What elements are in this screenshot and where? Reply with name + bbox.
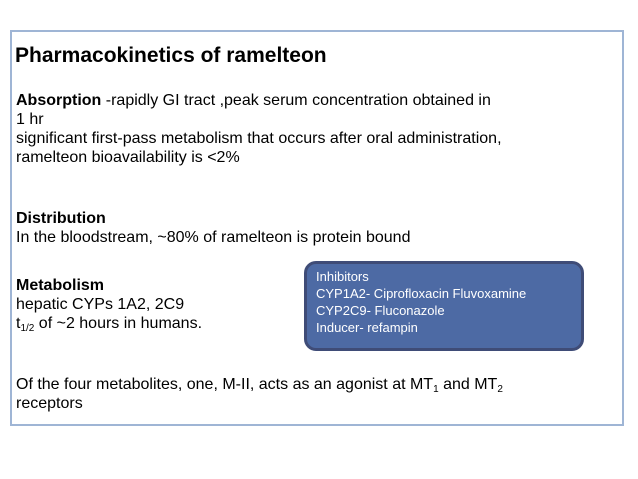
half-life-prefix: t (16, 315, 21, 332)
distribution-section (16, 209, 410, 247)
page-title: Pharmacokinetics of ramelteon (15, 44, 327, 67)
absorption-line-4: ramelteon bioavailability is <2% (16, 149, 240, 166)
cyp-interactions-callout (304, 261, 584, 351)
metabolism-cyps: hepatic CYPs 1A2, 2C9 (16, 296, 185, 313)
absorption-section (16, 91, 502, 167)
absorption-line-2: 1 hr (16, 111, 44, 128)
metabolites-text-2: and MT (438, 376, 498, 393)
callout-cyp2c9: CYP2C9- Fluconazole (316, 303, 445, 318)
half-life-suffix: of ~2 hours in humans. (34, 315, 203, 332)
mt2-subscript: 2 (497, 384, 503, 395)
metabolites-line-2: receptors (16, 395, 83, 412)
mt1-subscript: 1 (433, 384, 439, 395)
half-life-subscript: 1/2 (20, 323, 35, 334)
absorption-text: -rapidly GI tract ,peak serum concentration obtained in (101, 92, 491, 109)
metabolism-half-life (16, 314, 202, 333)
metabolites-text-1: Of the four metabolites, one, M-II, acts as an agonist at MT (16, 376, 434, 393)
metabolism-section (16, 276, 202, 333)
distribution-text: In the bloodstream, ~80% of ramelteon is protein bound (16, 229, 411, 246)
callout-inducer: Inducer- refampin (316, 320, 418, 335)
absorption-line-1 (16, 91, 502, 110)
metabolites-line-1 (16, 375, 503, 394)
metabolites-section (16, 375, 503, 413)
callout-inhibitors-heading: Inhibitors (316, 269, 369, 284)
distribution-heading: Distribution (16, 210, 106, 227)
callout-cyp1a2: CYP1A2- Ciprofloxacin Fluvoxamine (316, 286, 527, 301)
absorption-line-3: significant first-pass metabolism that occurs after oral administration, (16, 130, 502, 147)
absorption-heading: Absorption (16, 92, 102, 109)
metabolism-heading: Metabolism (16, 277, 105, 294)
